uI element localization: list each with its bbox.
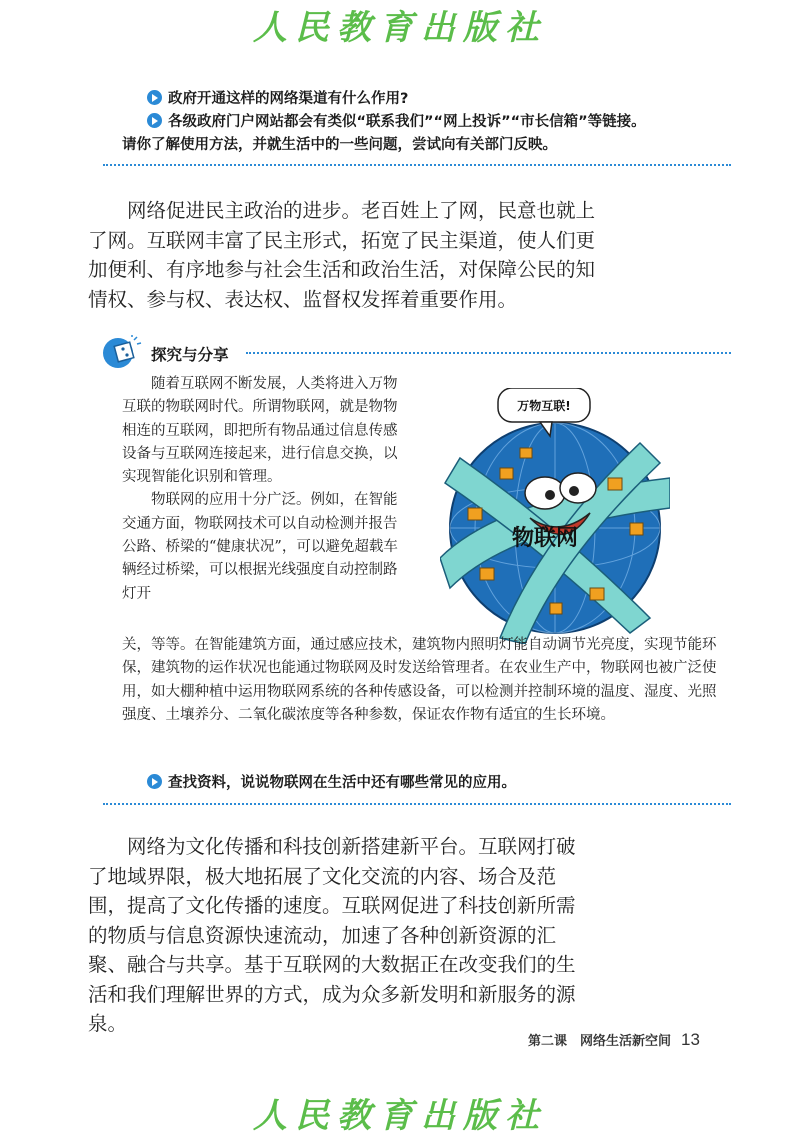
dotted-divider xyxy=(103,164,731,166)
intro-question-2: 各级政府门户网站都会有类似“联系我们”“网上投诉”“市长信箱”等链接。 xyxy=(147,111,646,133)
share-paragraph-1: 随着互联网不断发展，人类将进入万物互联的物联网时代。所谓物联网，就是物物相连的互联网，即把所有物品通过信息传感设备与互联网连接起来，进行信息交换，以实现智能化识别和管理。 xyxy=(122,376,398,486)
share-paragraph-2b: 关，等等。在智能建筑方面，通过感应技术，建筑物内照明灯能自动调节光亮度，实现节能环保，建筑物的运作状况也能通过物联网及时发送给管理者。在农业生产中，物联网也被广泛使用，如大棚种植中运用物联网系统的各种传感设备，可以检测并控制环境的温度、湿度、光照强度、土壤养分、二氧化碳浓度等各种参数，保证农作物有适宜的生长环境。 xyxy=(122,637,717,723)
section-title: 探究与分享 xyxy=(151,346,229,364)
internet-of-things-illustration xyxy=(440,388,670,644)
arrow-bullet-icon xyxy=(147,774,162,789)
share-text-left xyxy=(122,373,407,606)
publisher-watermark-top: 人民教育出版社 xyxy=(253,8,547,48)
dotted-divider xyxy=(103,803,731,805)
arrow-bullet-icon xyxy=(147,90,162,105)
arrow-bullet-icon xyxy=(147,113,162,128)
intro-question-2-continued: 请你了解使用方法，并就生活中的一些问题，尝试向有关部门反映。 xyxy=(122,137,557,153)
page-number: 13 xyxy=(681,1030,700,1049)
page-footer xyxy=(528,1030,700,1050)
paragraph-culture-innovation: 网络为文化传播和科技创新搭建新平台。互联网打破了地域界限，极大地拓展了文化交流的内容、场合及范围，提高了文化传播的速度。互联网促进了科技创新所需的物质与信息资源快速流动，加速了各种创新资源的汇聚、融合与共享。基于互联网的大数据正在改变我们的生活和我们理解世界的方式，成为众多新发明和新服务的源泉。 xyxy=(88,835,576,1035)
share-paragraph-2a: 物联网的应用十分广泛。例如，在智能交通方面，物联网技术可以自动检测并报告公路、桥梁的“健康状况”，可以避免超载车辆经过桥梁，可以根据光线强度自动控制路灯开 xyxy=(122,492,398,602)
explore-share-icon xyxy=(102,334,144,370)
paragraph-democracy: 网络促进民主政治的进步。老百姓上了网，民意也就上了网。互联网丰富了民主形式，拓宽了民主渠道，使人们更加便利、有序地参与社会生活和政治生活，对保障公民的知情权、参与权、表达权、监督权发挥着重要作用。 xyxy=(88,199,596,311)
share-text-bottom xyxy=(122,634,727,727)
illustration-banner-text: 物联网 xyxy=(511,526,579,551)
publisher-watermark-bottom: 人民教育出版社 xyxy=(253,1096,547,1136)
intro-question-1: 政府开通这样的网络渠道有什么作用? xyxy=(147,88,408,110)
dotted-divider xyxy=(246,352,731,354)
illustration-bubble-text: 万物互联! xyxy=(517,399,571,413)
lesson-title: 第二课 网络生活新空间 xyxy=(528,1034,672,1049)
share-question: 查找资料，说说物联网在生活中还有哪些常见的应用。 xyxy=(147,772,516,794)
